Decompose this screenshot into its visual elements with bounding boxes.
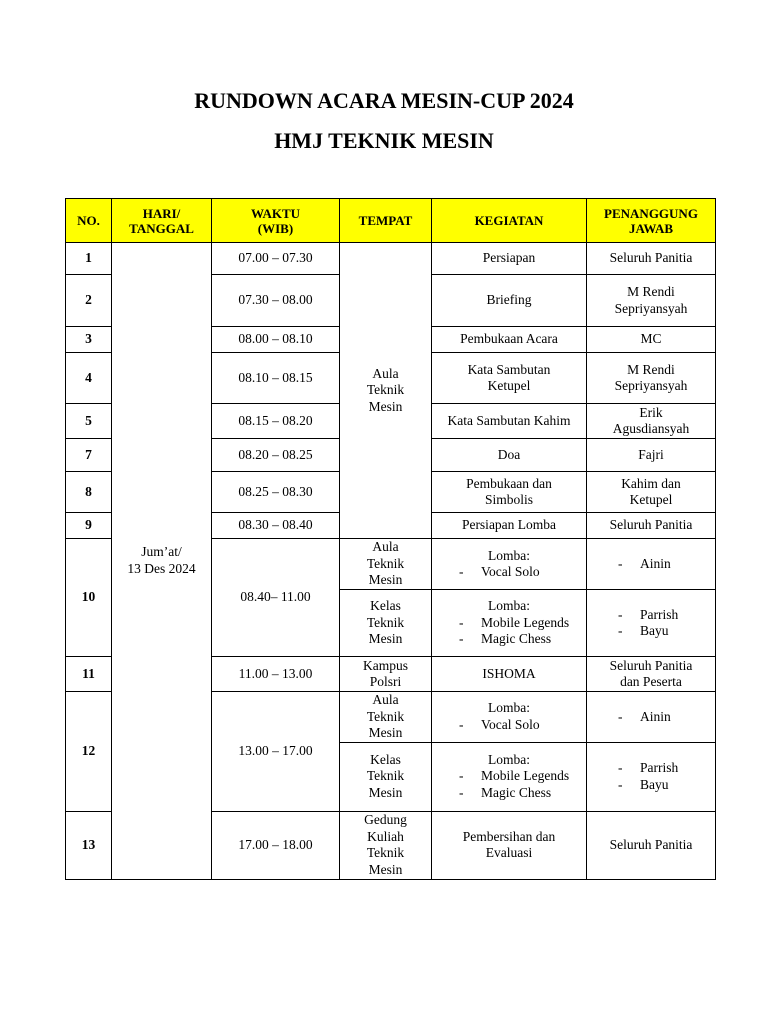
header-hari: HARI/ TANGGAL [112, 199, 212, 243]
venue-aula-teknik-mesin: Aula Teknik Mesin [340, 243, 432, 539]
row-waktu: 07.30 – 08.00 [212, 275, 340, 327]
lomba-item: - Magic Chess [459, 631, 583, 648]
row-kegiatan [432, 590, 587, 657]
header-waktu: WAKTU (WIB) [212, 199, 340, 243]
row-no: 7 [66, 439, 112, 472]
lomba-item: - Vocal Solo [459, 717, 583, 734]
row-kegiatan [432, 539, 587, 590]
pj-item: - Parrish [618, 760, 712, 777]
lomba-label: Lomba: [488, 700, 530, 716]
row-no: 11 [66, 657, 112, 692]
row-no: 4 [66, 353, 112, 404]
venue-aula-teknik-mesin: Aula Teknik Mesin [340, 539, 432, 590]
header-kegiatan: KEGIATAN [432, 199, 587, 243]
row-no: 13 [66, 811, 112, 879]
lomba-item: - Magic Chess [459, 785, 583, 802]
document-subtitle: HMJ TEKNIK MESIN [274, 128, 494, 153]
row-pj: Seluruh Panitia dan Peserta [587, 657, 716, 692]
row-kegiatan: Pembersihan dan Evaluasi [432, 811, 587, 879]
table-row [66, 243, 716, 275]
row-pj [587, 539, 716, 590]
document-title: RUNDOWN ACARA MESIN-CUP 2024 [194, 88, 574, 113]
header-pj: PENANGGUNG JAWAB [587, 199, 716, 243]
row-pj: Kahim dan Ketupel [587, 472, 716, 513]
row-pj [587, 742, 716, 811]
lomba-list [435, 564, 583, 581]
pj-item: - Bayu [618, 777, 712, 794]
lomba-label: Lomba: [488, 598, 530, 614]
venue-kelas-teknik-mesin: Kelas Teknik Mesin [340, 742, 432, 811]
lomba-list [435, 768, 583, 801]
row-waktu: 08.25 – 08.30 [212, 472, 340, 513]
lomba-label: Lomba: [488, 751, 530, 767]
lomba-item: - Mobile Legends [459, 615, 583, 632]
row-waktu: 07.00 – 07.30 [212, 243, 340, 275]
row-no: 5 [66, 404, 112, 439]
row-pj: Seluruh Panitia [587, 243, 716, 275]
row-kegiatan: Pembukaan Acara [432, 327, 587, 353]
row-no: 3 [66, 327, 112, 353]
row-kegiatan: Kata Sambutan Kahim [432, 404, 587, 439]
lomba-item: - Vocal Solo [459, 564, 583, 581]
row-no: 2 [66, 275, 112, 327]
row-waktu: 17.00 – 18.00 [212, 811, 340, 879]
row-pj: MC [587, 327, 716, 353]
row-pj: Erik Agusdiansyah [587, 404, 716, 439]
header-tempat: TEMPAT [340, 199, 432, 243]
row-kegiatan: Doa [432, 439, 587, 472]
venue-aula-teknik-mesin: Aula Teknik Mesin [340, 692, 432, 743]
row-kegiatan: Briefing [432, 275, 587, 327]
row-pj: M Rendi Sepriyansyah [587, 275, 716, 327]
row-no: 1 [66, 243, 112, 275]
lomba-list [435, 615, 583, 648]
row-pj [587, 590, 716, 657]
pj-item: - Ainin [618, 556, 712, 573]
header-no: NO. [66, 199, 112, 243]
row-pj [587, 692, 716, 743]
lomba-list [435, 717, 583, 734]
header-row [66, 199, 716, 243]
row-no: 10 [66, 539, 112, 657]
row-waktu: 08.20 – 08.25 [212, 439, 340, 472]
pj-item: - Parrish [618, 607, 712, 624]
row-waktu: 13.00 – 17.00 [212, 692, 340, 812]
row-waktu: 11.00 – 13.00 [212, 657, 340, 692]
pj-item: - Ainin [618, 709, 712, 726]
row-no: 12 [66, 692, 112, 812]
row-kegiatan [432, 742, 587, 811]
rundown-table [65, 198, 716, 880]
day-cell: Jum’at/ 13 Des 2024 [112, 243, 212, 880]
row-waktu: 08.10 – 08.15 [212, 353, 340, 404]
row-no: 9 [66, 513, 112, 539]
row-kegiatan: Persiapan [432, 243, 587, 275]
row-waktu: 08.15 – 08.20 [212, 404, 340, 439]
row-waktu: 08.40– 11.00 [212, 539, 340, 657]
row-kegiatan: Persiapan Lomba [432, 513, 587, 539]
lomba-item: - Mobile Legends [459, 768, 583, 785]
venue-kelas-teknik-mesin: Kelas Teknik Mesin [340, 590, 432, 657]
row-kegiatan [432, 692, 587, 743]
lomba-label: Lomba: [488, 547, 530, 563]
row-pj: Seluruh Panitia [587, 513, 716, 539]
row-pj: M Rendi Sepriyansyah [587, 353, 716, 404]
row-no: 8 [66, 472, 112, 513]
row-waktu: 08.00 – 08.10 [212, 327, 340, 353]
row-kegiatan: Kata Sambutan Ketupel [432, 353, 587, 404]
pj-item: - Bayu [618, 623, 712, 640]
venue-kampus-polsri: Kampus Polsri [340, 657, 432, 692]
row-kegiatan: Pembukaan dan Simbolis [432, 472, 587, 513]
row-waktu: 08.30 – 08.40 [212, 513, 340, 539]
row-kegiatan: ISHOMA [432, 657, 587, 692]
row-pj: Fajri [587, 439, 716, 472]
venue-gedung-kuliah-teknik-mesin: Gedung Kuliah Teknik Mesin [340, 811, 432, 879]
row-pj: Seluruh Panitia [587, 811, 716, 879]
